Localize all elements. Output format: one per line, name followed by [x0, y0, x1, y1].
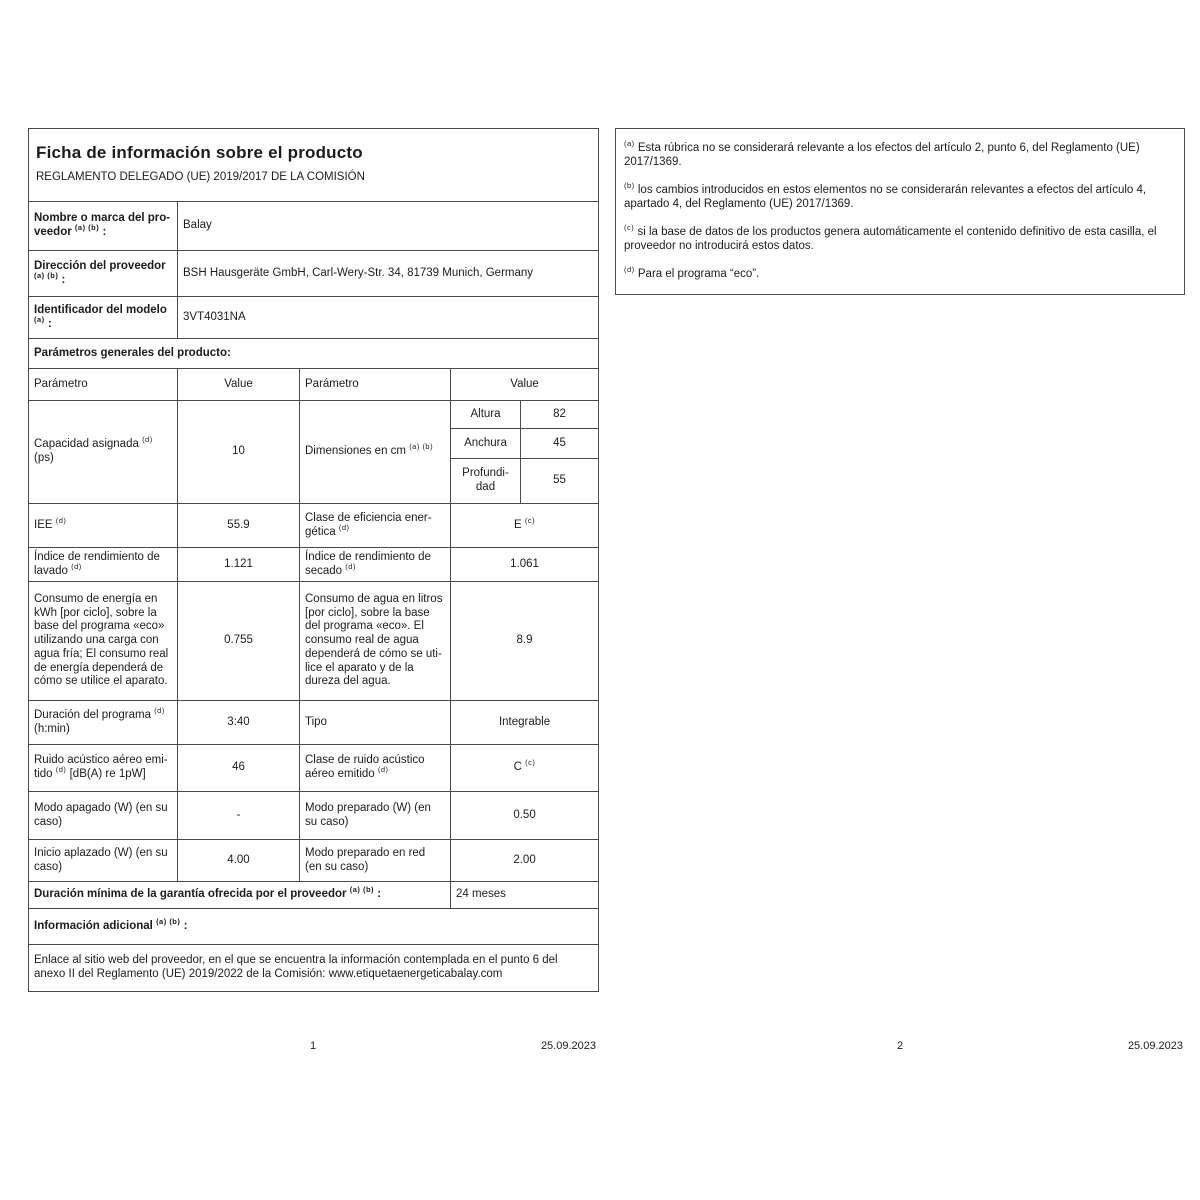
table-row: [29, 202, 599, 251]
networked-standby-label-cell: Modo preparado en red (en su caso): [300, 840, 451, 882]
footnotes-box: [615, 128, 1185, 295]
page-title: Ficha de información sobre el producto: [36, 142, 363, 162]
table-row: [29, 401, 599, 429]
table-row: [29, 745, 599, 792]
additional-info-label: Información adicional $^{(a) (b)}$ :: [29, 909, 599, 945]
table-row: [29, 701, 599, 745]
table-row: [29, 840, 599, 882]
off-mode-label-cell: Modo apagado (W) (en su caso): [29, 792, 178, 840]
table-row: [29, 297, 599, 339]
program-duration-label-cell: Duración del programa $^{(d)}$ (h:min): [29, 701, 178, 745]
networked-standby-value-cell: 2.00: [451, 840, 599, 882]
energy-consumption-value-cell: 0.755: [178, 582, 300, 701]
dimension-anchura-label: Anchura: [451, 429, 521, 459]
energy-class-label-cell: Clase de eficiencia ener- gética $^{(d)}$: [300, 504, 451, 548]
noise-value-cell: 46: [178, 745, 300, 792]
program-duration-value-cell: 3:40: [178, 701, 300, 745]
supplier-name-value: Balay: [178, 202, 599, 251]
footnote-b-text: los cambios introducidos en estos elementos no se considerarán relevantes a efectos del artículo 4, apartado 4, del Reglamento (UE) 2017/1369.: [624, 184, 1147, 210]
capacity-label-cell: Capacidad asignada $^{(d)}$ (ps): [29, 401, 178, 504]
supplier-link-row: [29, 945, 599, 992]
washing-index-value-cell: 1.121: [178, 548, 300, 582]
additional-info-row: [29, 909, 599, 945]
footnote-b: [624, 183, 1176, 211]
supplier-website-link-text: Enlace al sitio web del proveedor, en el que se encuentra la información contemplada en el punto 6 del anexo II del Reglamento (UE) 2019/2022 de la Comisión: www.etiquetaenergeticabalay.com: [29, 945, 599, 992]
supplier-name-label: Nombre o marca del pro- veedor $^{(a) (b)}$ :: [29, 202, 178, 251]
warranty-label-cell: Duración mínima de la garantía ofrecida por el proveedor $^{(a) (b)}$ :: [29, 882, 451, 909]
energy-consumption-label-cell: Consumo de energía en kWh [por ciclo], sobre la base del programa «eco» utilizando una carga con agua fría; El consumo real de energía dependerá de cómo se utilice el aparato.: [29, 582, 178, 701]
page1-number: 1: [309, 1040, 317, 1052]
energy-class-value-cell: E $^{(c)}$: [451, 504, 599, 548]
footnote-b-marker: (b): [624, 181, 635, 191]
off-mode-value-cell: -: [178, 792, 300, 840]
supplier-address-value: BSH Hausgeräte GmbH, Carl-Wery-Str. 34, 81739 Munich, Germany: [178, 251, 599, 297]
product-info-table: [28, 128, 599, 992]
delayed-start-label-cell: Inicio aplazado (W) (en su caso): [29, 840, 178, 882]
dimension-altura-value: 82: [521, 401, 599, 429]
title-row: [29, 129, 599, 202]
iee-value-cell: 55.9: [178, 504, 300, 548]
noise-label-cell: Ruido acústico aéreo emi- tido $^{(d)}$ [dB(A) re 1pW]: [29, 745, 178, 792]
dimension-profundidad-value: 55: [521, 459, 599, 504]
model-id-label: Identificador del modelo $^{(a)}$ :: [29, 297, 178, 339]
dimension-profundidad-label: Profundi- dad: [451, 459, 521, 504]
col-header-value2: Value: [451, 369, 599, 401]
drying-index-label-cell: Índice de rendimiento de secado $^{(d)}$: [300, 548, 451, 582]
drying-index-value-cell: 1.061: [451, 548, 599, 582]
footnote-a: [624, 141, 1176, 169]
footnote-a-text: Esta rúbrica no se considerará relevante a los efectos del artículo 2, punto 6, del Reglamento (UE) 2017/1369.: [624, 142, 1140, 168]
page2-date: 25.09.2023: [1127, 1040, 1183, 1052]
footnote-d-text: Para el programa “eco”.: [637, 268, 760, 280]
regulation-subtitle: REGLAMENTO DELEGADO (UE) 2019/2017 DE LA COMISIÓN: [36, 170, 365, 183]
footnote-a-marker: (a): [624, 139, 635, 149]
col-header-param2: Parámetro: [300, 369, 451, 401]
iee-label-cell: IEE $^{(d)}$: [29, 504, 178, 548]
supplier-address-label: Dirección del proveedor $^{(a) (b)}$ :: [29, 251, 178, 297]
dimension-altura-label: Altura: [451, 401, 521, 429]
footnote-c-text: si la base de datos de los productos genera automáticamente el contenido definitivo de esta casilla, el proveedor no introducirá estos datos.: [624, 226, 1157, 252]
page2-number: 2: [896, 1040, 904, 1052]
page1-date: 25.09.2023: [540, 1040, 596, 1052]
section-header-row: [29, 339, 599, 369]
footnote-c-marker: (c): [624, 223, 635, 233]
dimension-anchura-value: 45: [521, 429, 599, 459]
washing-index-label-cell: Índice de rendimiento de lavado $^{(d)}$: [29, 548, 178, 582]
table-row: [29, 504, 599, 548]
model-id-value: 3VT4031NA: [178, 297, 599, 339]
delayed-start-value-cell: 4.00: [178, 840, 300, 882]
standby-mode-value-cell: 0.50: [451, 792, 599, 840]
footnote-d-marker: (d): [624, 265, 635, 275]
water-consumption-label-cell: Consumo de agua en litros [por ciclo], sobre la base del programa «eco». El consumo real de agua dependerá de cómo se uti- lice el aparato y de la dureza del agua.: [300, 582, 451, 701]
type-value-cell: Integrable: [451, 701, 599, 745]
table-row: [29, 548, 599, 582]
warranty-value-cell: 24 meses: [451, 882, 599, 909]
table-row: [29, 251, 599, 297]
section-header: Parámetros generales del producto:: [29, 339, 599, 369]
warranty-row: [29, 882, 599, 909]
footnote-d: [624, 267, 1176, 281]
standby-mode-label-cell: Modo preparado (W) (en su caso): [300, 792, 451, 840]
noise-class-label-cell: Clase de ruido acústico aéreo emitido $^{(d)}$: [300, 745, 451, 792]
footnote-c: [624, 225, 1176, 253]
table-row: [29, 582, 599, 701]
col-header-value1: Value: [178, 369, 300, 401]
column-header-row: [29, 369, 599, 401]
dimensions-label-cell: Dimensiones en cm $^{(a) (b)}$: [300, 401, 451, 504]
col-header-param1: Parámetro: [29, 369, 178, 401]
water-consumption-value-cell: 8.9: [451, 582, 599, 701]
table-row: [29, 792, 599, 840]
capacity-value-cell: 10: [178, 401, 300, 504]
title-cell: [29, 129, 599, 202]
type-label-cell: Tipo: [300, 701, 451, 745]
noise-class-value-cell: C $^{(c)}$: [451, 745, 599, 792]
